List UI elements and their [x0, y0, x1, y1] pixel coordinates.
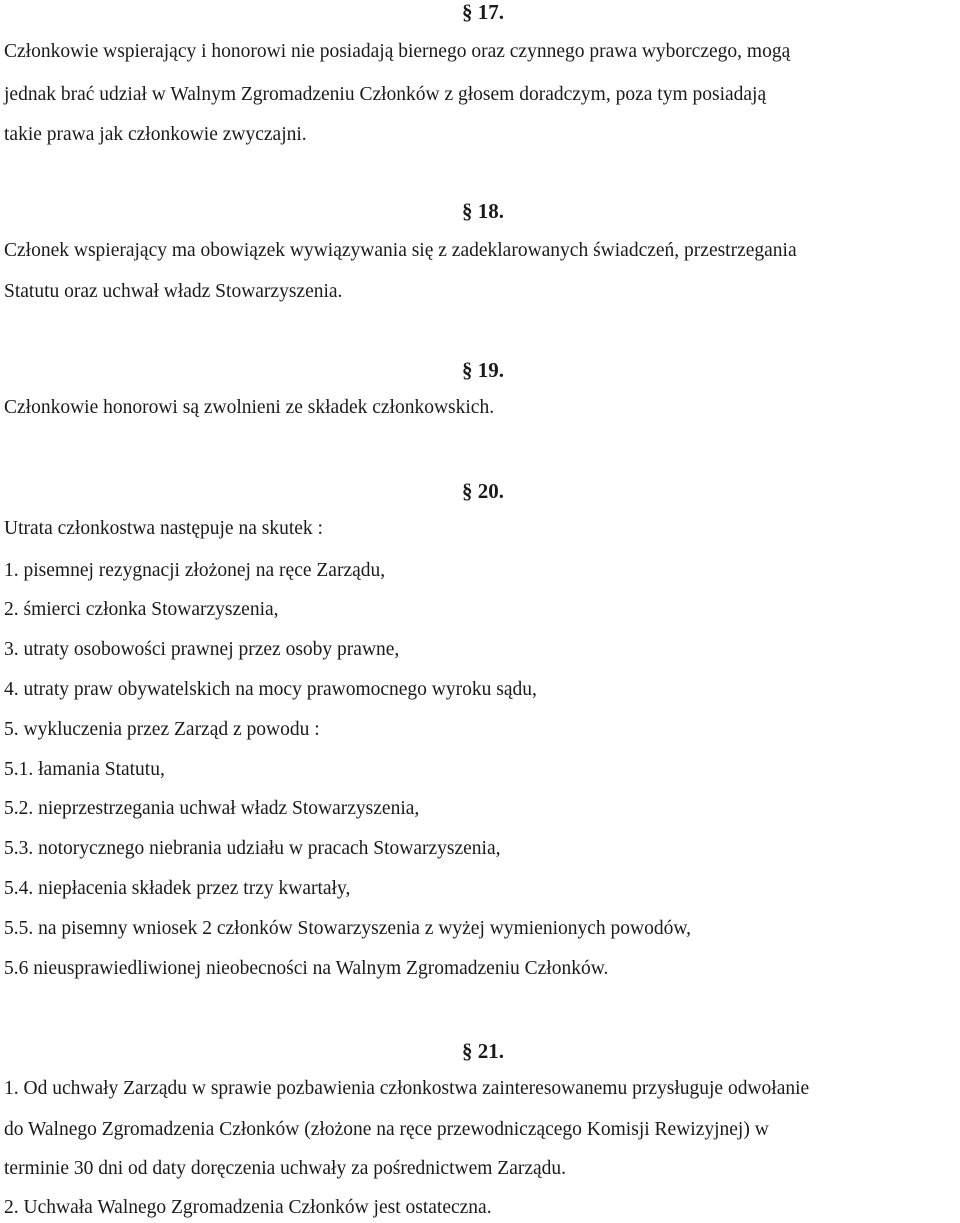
section-18-line-2: Statutu oraz uchwał władz Stowarzyszenia. [4, 281, 343, 302]
section-21-line-4: 2. Uchwała Walnego Zgromadzenia Członków jest ostateczna. [4, 1197, 492, 1218]
section-17-line-2: jednak brać udział w Walnym Zgromadzeniu Członków z głosem doradczym, poza tym posiadają [4, 84, 767, 105]
section-20-line-9: 5.3. notorycznego niebrania udziału w pracach Stowarzyszenia, [4, 838, 501, 859]
section-19-line-1: Członkowie honorowi są zwolnieni ze składek członkowskich. [4, 397, 495, 418]
section-20-line-6: 5. wykluczenia przez Zarząd z powodu : [4, 719, 320, 740]
section-20-line-2: 1. pisemnej rezygnacji złożonej na ręce Zarządu, [4, 560, 386, 581]
section-17-line-1: Członkowie wspierający i honorowi nie posiadają biernego oraz czynnego prawa wyborczego, mogą [4, 41, 791, 62]
section-17-heading: § 17. [462, 0, 504, 24]
section-20-line-3: 2. śmierci członka Stowarzyszenia, [4, 599, 279, 620]
section-20-line-7: 5.1. łamania Statutu, [4, 759, 165, 780]
section-20-line-12: 5.6 nieusprawiedliwionej nieobecności na Walnym Zgromadzeniu Członków. [4, 958, 609, 979]
section-21-line-2: do Walnego Zgromadzenia Członków (złożone na ręce przewodniczącego Komisji Rewizyjnej) w [4, 1119, 769, 1140]
section-20-line-11: 5.5. na pisemny wniosek 2 członków Stowarzyszenia z wyżej wymienionych powodów, [4, 918, 692, 939]
section-20-line-5: 4. utraty praw obywatelskich na mocy prawomocnego wyroku sądu, [4, 679, 537, 700]
section-20-line-4: 3. utraty osobowości prawnej przez osoby prawne, [4, 639, 400, 660]
section-21-line-1: 1. Od uchwały Zarządu w sprawie pozbawienia członkostwa zainteresowanemu przysługuje odwołanie [4, 1078, 810, 1099]
section-18-line-1: Członek wspierający ma obowiązek wywiązywania się z zadeklarowanych świadczeń, przestrzegania [4, 240, 797, 261]
section-20-line-1: Utrata członkostwa następuje na skutek : [4, 518, 323, 539]
section-21-heading: § 21. [462, 1039, 504, 1063]
section-20-line-8: 5.2. nieprzestrzegania uchwał władz Stowarzyszenia, [4, 798, 420, 819]
section-20-line-10: 5.4. niepłacenia składek przez trzy kwartały, [4, 878, 351, 899]
section-19-heading: § 19. [462, 358, 504, 382]
section-20-heading: § 20. [462, 479, 504, 503]
section-21-line-3: terminie 30 dni od daty doręczenia uchwały za pośrednictwem Zarządu. [4, 1158, 567, 1179]
section-18-heading: § 18. [462, 199, 504, 223]
section-17-line-3: takie prawa jak członkowie zwyczajni. [4, 124, 307, 145]
